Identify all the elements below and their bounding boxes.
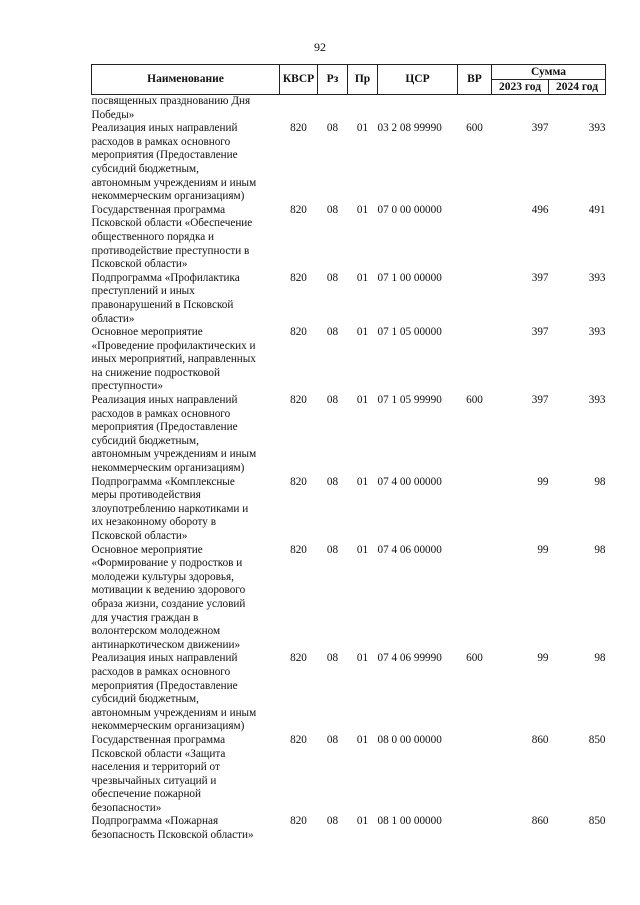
table-header — [92, 65, 606, 95]
vr-cell — [458, 326, 492, 394]
vr-cell: 600 — [466, 652, 483, 665]
sum-2024-cell: 98 — [594, 652, 606, 665]
rz-cell: 08 — [326, 394, 339, 407]
vr-cell: 600 — [466, 122, 483, 135]
sum-2023-cell: 860 — [531, 733, 549, 746]
vr-cell: 600 — [466, 394, 483, 407]
kvsr-cell: 820 — [290, 475, 307, 488]
pr-cell: 01 — [356, 203, 369, 216]
name-cell — [92, 272, 280, 326]
pr-cell: 01 — [356, 652, 369, 665]
rz-cell: 08 — [326, 733, 339, 746]
header-sum: Сумма — [492, 65, 606, 80]
name-line: на снижение подростковой — [91, 366, 220, 379]
name-line: их незаконному обороту в — [91, 516, 216, 529]
name-line: посвященных празднованию Дня — [91, 95, 251, 107]
name-line: злоупотреблению наркотиками и — [91, 502, 249, 515]
name-line: Государственная программа — [91, 203, 226, 216]
table-row — [92, 394, 606, 476]
sum-2024-cell: 393 — [588, 394, 606, 407]
name-line: иных мероприятий, направленных — [91, 353, 256, 366]
vr-cell — [458, 815, 492, 842]
rz-cell: 08 — [326, 652, 339, 665]
name-line: безопасности» — [91, 801, 162, 814]
vr-cell — [458, 272, 492, 326]
name-line: мероприятия (Предоставление — [91, 149, 238, 162]
csr-cell: 08 1 00 00000 — [377, 815, 442, 828]
kvsr-cell: 820 — [290, 815, 307, 828]
sum-2023-cell: 99 — [537, 652, 549, 665]
table-row — [92, 122, 606, 204]
name-cell — [92, 204, 280, 272]
name-line: расходов в рамках основного — [91, 135, 231, 148]
name-line: расходов в рамках основного — [91, 665, 231, 678]
name-cell — [92, 815, 280, 842]
kvsr-cell: 820 — [290, 543, 307, 556]
table-row — [92, 204, 606, 272]
name-line: правонарушений в Псковской — [91, 298, 234, 311]
sum-2024-cell — [549, 95, 606, 123]
name-line: некоммерческим организациям) — [91, 190, 245, 203]
csr-cell: 07 0 00 00000 — [377, 203, 442, 216]
rz-cell: 08 — [326, 271, 339, 284]
pr-cell: 01 — [356, 815, 369, 828]
name-line: населения и территорий от — [91, 761, 220, 774]
vr-cell — [458, 204, 492, 272]
sum-2023-cell — [492, 95, 549, 123]
name-line: Подпрограмма «Профилактика — [91, 271, 240, 284]
csr-cell: 07 1 05 00000 — [377, 326, 442, 339]
name-line: мотивации к ведению здорового — [91, 584, 246, 597]
csr-cell: 07 4 00 00000 — [377, 475, 442, 488]
name-line: чрезвычайных ситуаций и — [91, 774, 217, 787]
sum-2023-cell: 397 — [531, 326, 549, 339]
name-cell — [92, 476, 280, 544]
name-line: автономным учреждениям и иным — [91, 706, 257, 719]
name-line: противодействие преступности в — [91, 244, 250, 257]
table-row — [92, 734, 606, 816]
sum-2024-cell: 393 — [588, 271, 606, 284]
kvsr-cell — [280, 95, 318, 123]
name-line: Псковской области» — [91, 530, 188, 542]
pr-cell: 01 — [356, 122, 369, 135]
header-pr: Пр — [348, 65, 378, 95]
rz-cell: 08 — [326, 543, 339, 556]
sum-2023-cell: 99 — [537, 475, 549, 488]
name-line: Основное мероприятие — [91, 543, 203, 556]
sum-2023-cell: 397 — [531, 271, 549, 284]
rz-cell: 08 — [326, 326, 339, 339]
table-row — [92, 544, 606, 653]
kvsr-cell: 820 — [290, 271, 307, 284]
name-cell — [92, 95, 280, 123]
rz-cell: 08 — [326, 122, 339, 135]
pr-cell: 01 — [356, 271, 369, 284]
header-2023: 2023 год — [492, 80, 549, 95]
sum-2023-cell: 397 — [531, 394, 549, 407]
kvsr-cell: 820 — [290, 733, 307, 746]
name-line: автономным учреждениям и иным — [91, 176, 257, 189]
sum-2023-cell: 99 — [537, 543, 549, 556]
rz-cell: 08 — [326, 815, 339, 828]
name-cell — [92, 734, 280, 816]
name-line: общественного порядка и — [91, 230, 214, 243]
name-cell — [92, 326, 280, 394]
name-cell — [92, 394, 280, 476]
name-line: для участия граждан в — [91, 611, 199, 624]
sum-2023-cell: 496 — [531, 203, 549, 216]
name-line: Псковской области» — [91, 258, 188, 271]
name-line: мероприятия (Предоставление — [91, 679, 238, 692]
name-line: преступлений и иных — [91, 285, 195, 298]
rz-cell: 08 — [326, 203, 339, 216]
table-row — [92, 95, 606, 123]
sum-2023-cell: 397 — [531, 122, 549, 135]
name-line: молодежи культуры здоровья, — [91, 570, 234, 583]
name-line: меры противодействия — [91, 489, 201, 502]
csr-cell: 08 0 00 00000 — [377, 733, 442, 746]
table-row — [92, 272, 606, 326]
header-rz: Рз — [318, 65, 348, 95]
pr-cell: 01 — [356, 326, 369, 339]
pr-cell: 01 — [356, 394, 369, 407]
header-kvsr: КВСР — [280, 65, 318, 95]
name-line: Реализация иных направлений — [91, 394, 238, 407]
name-line: Псковской области «Обеспечение — [91, 217, 253, 230]
sum-2023-cell: 860 — [531, 815, 549, 828]
sum-2024-cell: 850 — [588, 733, 606, 746]
header-name: Наименование — [92, 65, 280, 95]
page-number: 92 — [314, 40, 326, 54]
csr-cell: 07 4 06 00000 — [377, 543, 442, 556]
header-vr: ВР — [458, 65, 492, 95]
name-line: области» — [91, 312, 135, 325]
name-line: «Проведение профилактических и — [91, 339, 256, 352]
name-line: «Формирование у подростков и — [91, 557, 243, 570]
pr-cell: 01 — [356, 543, 369, 556]
csr-cell — [378, 95, 458, 123]
name-line: Подпрограмма «Комплексные — [91, 475, 235, 488]
name-cell — [92, 122, 280, 204]
name-line: Подпрограмма «Пожарная — [91, 815, 219, 828]
table-row — [92, 652, 606, 734]
kvsr-cell: 820 — [290, 394, 307, 407]
name-line: преступности» — [91, 380, 163, 393]
sum-2024-cell: 491 — [588, 203, 606, 216]
sum-2024-cell: 98 — [594, 543, 606, 556]
table-row — [92, 476, 606, 544]
name-line: некоммерческим организациям) — [91, 720, 245, 733]
csr-cell: 07 4 06 99990 — [377, 652, 442, 665]
name-line: Псковской области «Защита — [91, 747, 226, 760]
name-line: Реализация иных направлений — [91, 652, 238, 665]
csr-cell: 07 1 00 00000 — [377, 271, 442, 284]
header-2024: 2024 год — [549, 80, 606, 95]
vr-cell — [458, 544, 492, 653]
name-line: безопасность Псковской области» — [91, 829, 254, 842]
name-line: образа жизни, создание условий — [91, 597, 246, 610]
kvsr-cell: 820 — [290, 122, 307, 135]
name-line: автономным учреждениям и иным — [91, 448, 257, 461]
vr-cell — [458, 734, 492, 816]
name-line: мероприятия (Предоставление — [91, 421, 238, 434]
sum-2024-cell: 850 — [588, 815, 606, 828]
name-line: субсидий бюджетным, — [91, 693, 199, 706]
name-line: расходов в рамках основного — [91, 407, 231, 420]
name-line: Основное мероприятие — [91, 326, 203, 339]
name-line: субсидий бюджетным, — [91, 434, 199, 447]
sum-2024-cell: 393 — [588, 122, 606, 135]
pr-cell: 01 — [356, 475, 369, 488]
name-line: субсидий бюджетным, — [91, 162, 199, 175]
rz-cell: 08 — [326, 475, 339, 488]
vr-cell — [458, 95, 492, 123]
name-line: Победы» — [91, 108, 135, 121]
vr-cell — [458, 476, 492, 544]
kvsr-cell: 820 — [290, 326, 307, 339]
header-csr: ЦСР — [378, 65, 458, 95]
name-line: волонтерском молодежном — [91, 625, 221, 638]
name-cell — [92, 652, 280, 734]
sum-2024-cell: 98 — [594, 475, 606, 488]
table-body — [92, 95, 606, 843]
sum-2024-cell: 393 — [588, 326, 606, 339]
table-row — [92, 815, 606, 842]
budget-table — [91, 64, 606, 843]
csr-cell: 03 2 08 99990 — [377, 122, 442, 135]
pr-cell — [348, 95, 378, 123]
table-row — [92, 326, 606, 394]
name-line: некоммерческим организациям) — [91, 462, 245, 475]
name-line: обеспечение пожарной — [91, 788, 202, 801]
kvsr-cell: 820 — [290, 203, 307, 216]
name-line: Реализация иных направлений — [91, 122, 238, 135]
rz-cell — [318, 95, 348, 123]
name-line: Государственная программа — [91, 733, 226, 746]
pr-cell: 01 — [356, 733, 369, 746]
name-cell — [92, 544, 280, 653]
name-line: антинаркотическом движении» — [91, 638, 241, 651]
csr-cell: 07 1 05 99990 — [377, 394, 442, 407]
kvsr-cell: 820 — [290, 652, 307, 665]
